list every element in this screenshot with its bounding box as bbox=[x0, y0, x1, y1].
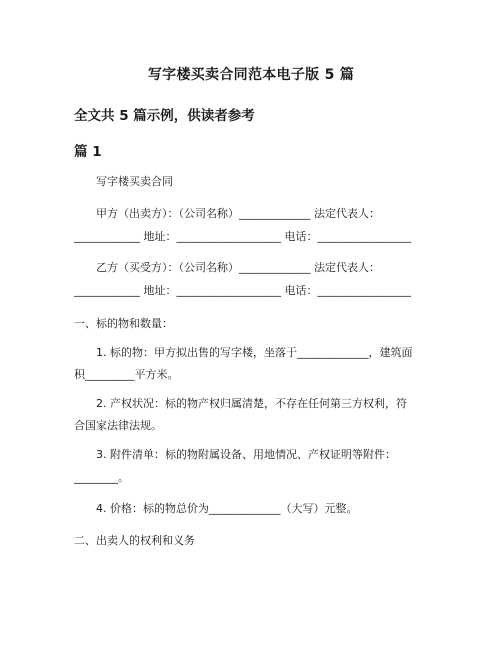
party-a-line-2: ____________ 地址：___________________ 电话：_________________ bbox=[74, 230, 411, 243]
item-3-line-1: 3. 附件清单：标的物附属设备、用地情况、产权证明等附件： bbox=[96, 448, 396, 461]
party-b-line-1: 乙方（买受方）：（公司名称）_____________ 法定代表人： bbox=[96, 261, 380, 274]
clause-heading-2: 二、出卖人的权利和义务 bbox=[74, 534, 195, 547]
item-1-line-2: 积_________平方米。 bbox=[74, 368, 179, 381]
document-subtitle: 全文共 5 篇示例，供读者参考 bbox=[74, 108, 255, 124]
party-a-line-1: 甲方（出卖方）：（公司名称）_____________ 法定代表人： bbox=[96, 207, 380, 220]
item-3-line-2: ________。 bbox=[74, 471, 129, 484]
clause-heading-1: 一、标的物和数量： bbox=[74, 317, 173, 330]
item-1-line-1: 1. 标的物：甲方拟出售的写字楼，坐落于_____________，建筑面 bbox=[96, 346, 413, 359]
item-4: 4. 价格：标的物总价为_____________（大写）元整。 bbox=[96, 502, 358, 515]
document-title: 写字楼买卖合同范本电子版 5 篇 bbox=[147, 67, 355, 83]
party-b-line-2: ____________ 地址：___________________ 电话：_________________ bbox=[74, 284, 411, 297]
item-2-line-1: 2. 产权状况：标的物产权归属清楚，不存在任何第三方权利，符 bbox=[96, 397, 407, 410]
item-2-line-2: 合国家法律法规。 bbox=[74, 419, 162, 432]
section-heading: 篇 1 bbox=[74, 144, 102, 160]
contract-title: 写字楼买卖合同 bbox=[96, 175, 173, 188]
